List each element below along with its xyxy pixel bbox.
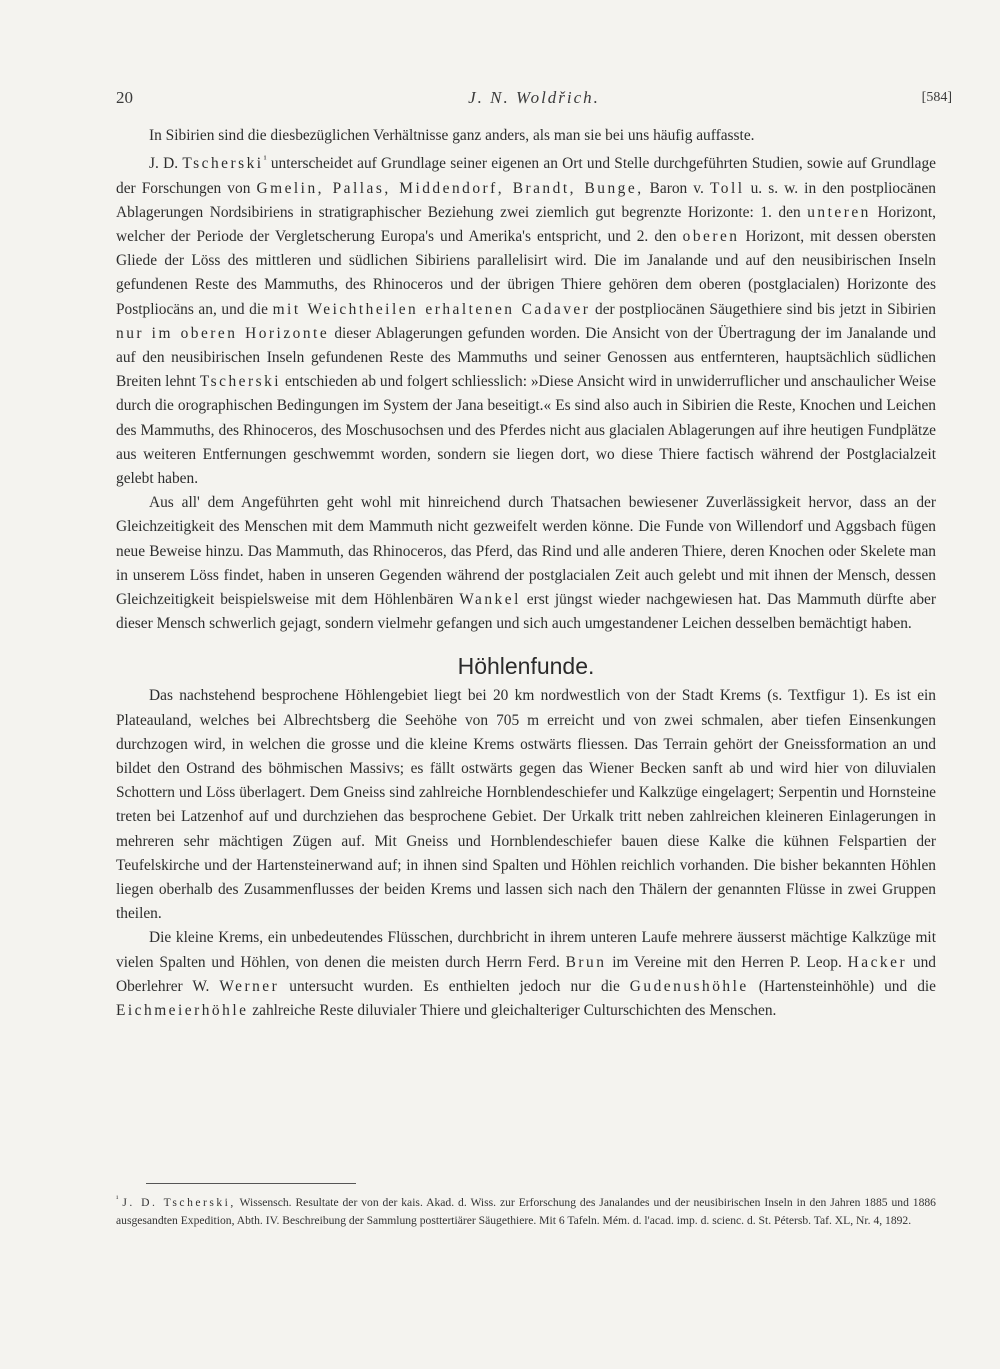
spaced-name: Brun [565,953,607,971]
text-run: zahlreiche Reste diluvialer Thiere und gleichalteriger Culturschichten des Menschen. [248,1002,777,1020]
spaced-name: Tscherski [182,155,264,173]
text-run: entschieden ab und folgert schliesslich: »Diese Ansicht wird in unwiderruflicher und anschaulicher Weise durch die orographischen Bedingungen im System der Jana beseitigt.« Es sind also auch in Sibirien die Reste, Knochen und Leichen des Mammuths, des Rhinoceros, des Moschusochsen und des Pferdes nicht aus glacialen Ablagerungen auf ihre heutigen Fundplätze aus weiteren Entfernungen geschwemmt worden, sondern sie liegen dort, wo diese Thiere factisch während der Postglacialzeit gelebt haben. [116,373,936,487]
footnote-rule [146,1183,356,1184]
text-run: untersucht wurden. Es enthielten jedoch nur die [279,977,630,995]
text-run: erst jüngst wieder nachgewiesen hat. Das Mammuth dürfte aber dieser Mensch schwerlich gejagt, sondern vielmehr gefangen und sich auch umgestandener Leichen desselben bemächtigt haben. [116,590,936,633]
footnote [116,1190,936,1230]
text-run: J. D. [149,155,183,173]
spaced-name: Tscherski [199,373,282,391]
text-run: Horizont, mit dessen obersten Gliede der Löss des mittleren und südlichen Sibiriens parallelisirt wird. Die im Janalande und auf den neusibirischen Inseln gefundenen Reste des Mammuths, des Rhinoceros und der übrigen Thiere gehören dem oberen (postglacialen) Horizonte des Postpliocäns an, und die [116,227,936,318]
text-run: u. s. w. in den postpliocänen Ablagerungen Nordsibiriens in stratigraphischer Beziehung zwei ziemlich gut begrenzte Horizonte: 1. den [116,179,936,221]
text-run: Horizont, welcher der Periode der Vergletscherung Europa's und Amerika's entspricht, und 2. den [116,203,936,245]
text-run: der postpliocänen Säugethiere sind bis jetzt in Sibirien [590,300,936,318]
text-run: (Hartensteinhöhle) und die [748,977,936,995]
paragraph [116,491,936,636]
footnote-marker: ¹ [116,1194,119,1203]
spaced-name: oberen [682,227,740,245]
spaced-name: Hacker [847,953,908,971]
text-run: und Oberlehrer W. [116,953,936,995]
spaced-name: nur im oberen Horizonte [116,324,330,342]
footnote-text: Wissensch. Resultate der von der kais. Akad. d. Wiss. zur Erforschung des Janalandes und der neusibirischen Inseln in den Jahren 1885 und 1886 ausgesandten Expedition, Abth. IV. Beschreibung der Sammlung posttertiärer Säugethiere. Mit 6 Tafeln. Mém. d. l'acad. imp. d. scienc. d. St. Pétersb. Taf. XL, Nr. 4, 1892. [116,1195,936,1227]
footnote-reference: ¹ [263,154,267,166]
spaced-name: unteren [807,203,871,221]
page-number: 20 [116,88,133,107]
spaced-name: mit Weichtheilen erhaltenen Cadaver [272,300,591,318]
footnote-author: J. D. Tscherski, [122,1195,236,1209]
text-run: unterscheidet auf Grundlage seiner eigenen an Ort und Stelle durchgeführten Studien, sowie auf Grundlage der Forschungen von [116,155,936,197]
text-run: Baron v. [643,179,710,197]
page-header [116,88,952,112]
section-heading [116,650,936,682]
text-run: In Sibirien sind die diesbezüglichen Verhältnisse ganz anders, als man sie bei uns häufig auffasste. [149,127,755,144]
text-run: Das nachstehend besprochene Höhlengebiet liegt bei 20 km nordwestlich von der Stadt Krems (s. Textfigur 1). Es ist ein Plateauland, welches bei Albrechtsberg die Seehöhe von 705 m erreicht und von zwei schmalen, aber tiefen Einsenkungen durchzogen wird, in welchen die grosse und die kleine Krems ostwärts fliessen. Das Terrain gehört der Gneissformation an und bildet den Ostrand des böhmischen Massivs; es fällt ostwärts gegen das Wiener Becken sanft ab und wird hier von diluvialen Schottern und Löss überlagert. Dem Gneiss sind zahlreiche Hornblendeschiefer und Kalkzüge eingelagert; Serpentin und Hornsteine treten bei Latzenhof auf und durchziehen das besprochene Gebiet. Der Urkalk tritt neben zahlreichen kleineren Einlagerungen in mehreren sehr mächtigen Zügen auf. Mit Gneiss und Hornblendeschiefer bauen diese Kalke die kühnen Felspartien der Teufelskirche und der Hartensteinerwand auf; in ihnen sind Spalten und Höhlen reichlich vorhanden. Die bisher bekannten Höhlen liegen oberhalb des Zusammenflusses der beiden Krems und lassen sich nach den Thälern der genannten Flüsse in zwei Gruppen theilen. [116,687,936,923]
paragraph [116,148,936,491]
original-page-number: [584] [921,90,952,105]
spaced-name: Gudenushöhle [629,977,749,995]
paragraph [116,926,936,1023]
spaced-name: Toll [709,179,745,197]
text-run: im Vereine mit den Herren P. Leop. [606,953,848,971]
spaced-name: Werner [219,977,280,995]
text-run: Die kleine Krems, ein unbedeutendes Flüsschen, durchbricht in ihrem unteren Laufe mehrere äusserst mächtige Kalkzüge mit vielen Spalten und Höhlen, von denen die meisten durch Herrn Ferd. [116,929,936,971]
paragraph [116,684,936,926]
spaced-name: Wankel [459,590,521,608]
spaced-name: Gmelin, Pallas, Middendorf, Brandt, Bunge, [256,179,644,197]
paragraph [116,124,936,148]
text-run: Höhlenfunde. [457,653,595,680]
spaced-name: Eichmeierhöhle [116,1002,249,1020]
running-title: J. N. Woldřich. [468,88,600,107]
text-run: dieser Ablagerungen gefunden worden. Die Ansicht von der Übertragung der im Janalande und auf den neusibirischen Inseln gefundenen Reste des Mammuths und seiner Genossen aus entfernteren, hauptsächlich südlichen Breiten lehnt [116,324,936,391]
body-text [116,124,936,1023]
text-run: Aus all' dem Angeführten geht wohl mit hinreichend durch Thatsachen bewiesener Zuverlässigkeit hervor, dass an der Gleichzeitigkeit des Menschen mit dem Mammuth nicht gezweifelt werden könne. Die Funde von Willendorf und Aggsbach fügen neue Beweise hinzu. Das Mammuth, das Rhinoceros, das Pferd, das Rind und alle anderen Thiere, deren Knochen oder Skelete man in unserem Löss findet, haben in unseren Gegenden während der postglacialen Zeit auch gelebt und mit ihnen der Mensch, dessen Gleichzeitigkeit beispielsweise mit dem Höhlenbären [116,494,936,608]
